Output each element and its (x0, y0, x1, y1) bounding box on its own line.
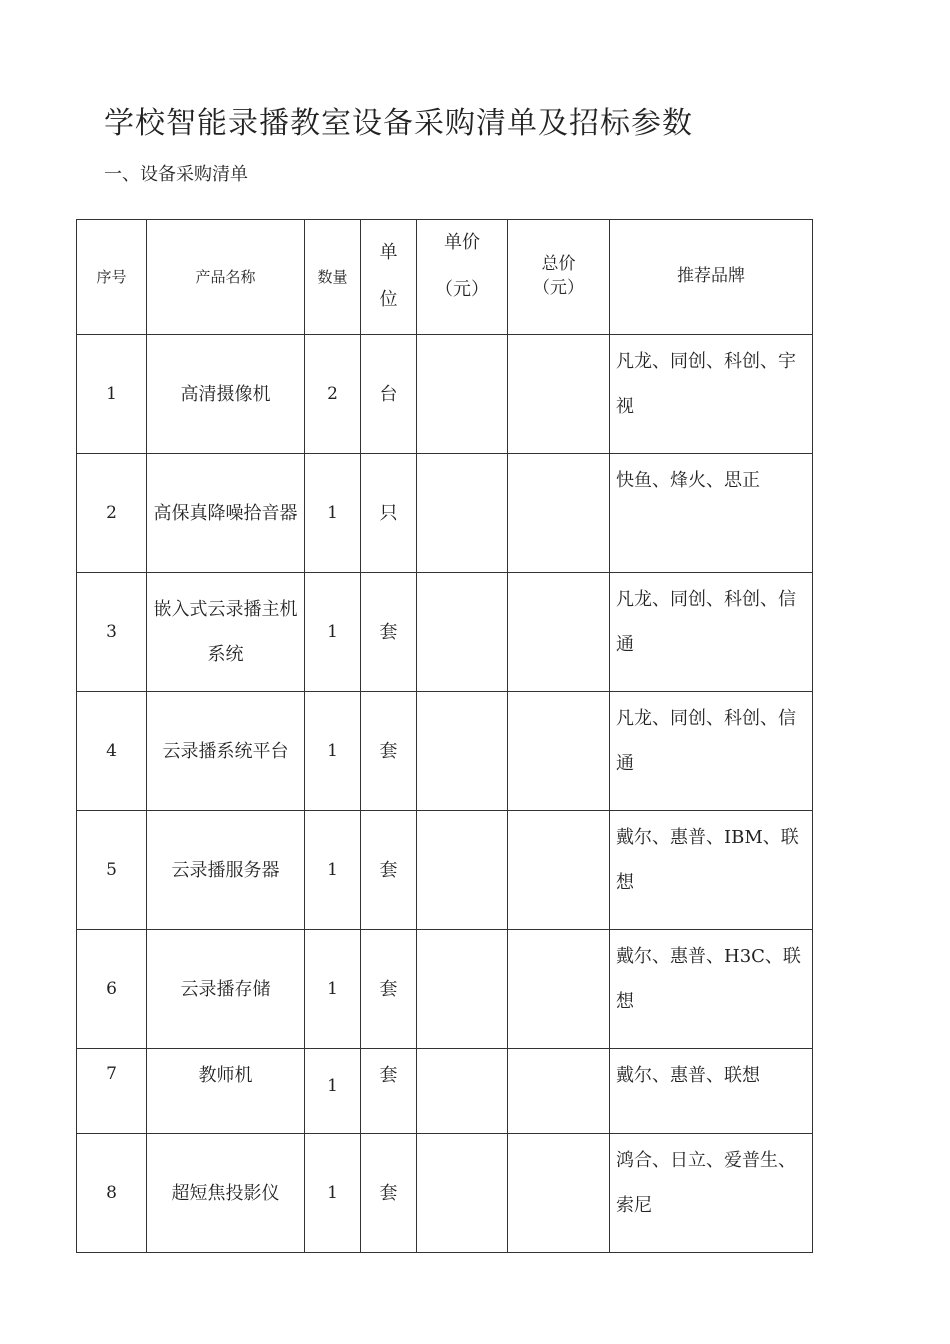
cell-brand: 戴尔、惠普、IBM、联想 (610, 811, 813, 930)
cell-price (417, 454, 508, 573)
cell-brand: 凡龙、同创、科创、信通 (610, 692, 813, 811)
cell-total (508, 454, 610, 573)
cell-unit: 套 (361, 692, 417, 811)
cell-seq: 8 (77, 1134, 147, 1253)
cell-brand: 凡龙、同创、科创、信通 (610, 573, 813, 692)
cell-qty: 1 (305, 1049, 361, 1134)
header-qty: 数量 (305, 220, 361, 335)
cell-total (508, 811, 610, 930)
cell-unit: 台 (361, 335, 417, 454)
cell-unit: 套 (361, 1049, 417, 1134)
cell-price (417, 692, 508, 811)
header-unit-line1: 单 (379, 242, 398, 264)
table-row (77, 335, 813, 454)
table-row (77, 573, 813, 692)
table-row (77, 811, 813, 930)
cell-unit: 只 (361, 454, 417, 573)
table-row (77, 930, 813, 1049)
cell-name: 云录播存储 (147, 930, 305, 1049)
procurement-table (76, 219, 813, 1253)
cell-seq: 1 (77, 335, 147, 454)
cell-qty: 2 (305, 335, 361, 454)
cell-price (417, 1134, 508, 1253)
header-price-line1: 单价 (444, 232, 480, 253)
cell-seq: 6 (77, 930, 147, 1049)
cell-seq: 7 (77, 1049, 147, 1134)
cell-qty: 1 (305, 573, 361, 692)
cell-name: 教师机 (147, 1049, 305, 1134)
cell-qty: 1 (305, 454, 361, 573)
cell-seq: 5 (77, 811, 147, 930)
cell-name: 超短焦投影仪 (147, 1134, 305, 1253)
cell-brand: 凡龙、同创、科创、宇视 (610, 335, 813, 454)
table-row (77, 1134, 813, 1253)
table-header-row (77, 220, 813, 335)
cell-name: 嵌入式云录播主机系统 (147, 573, 305, 692)
cell-unit: 套 (361, 811, 417, 930)
cell-brand: 快鱼、烽火、思正 (610, 454, 813, 573)
cell-total (508, 930, 610, 1049)
cell-seq: 3 (77, 573, 147, 692)
cell-qty: 1 (305, 930, 361, 1049)
cell-total (508, 1049, 610, 1134)
header-unit (361, 220, 417, 335)
page-title: 学校智能录播教室设备采购清单及招标参数 (104, 106, 693, 141)
header-total-line2: （元） (533, 278, 584, 298)
cell-brand: 鸿合、日立、爱普生、索尼 (610, 1134, 813, 1253)
cell-qty: 1 (305, 1134, 361, 1253)
cell-unit: 套 (361, 1134, 417, 1253)
cell-qty: 1 (305, 811, 361, 930)
cell-price (417, 1049, 508, 1134)
cell-seq: 4 (77, 692, 147, 811)
table-row (77, 692, 813, 811)
cell-total (508, 692, 610, 811)
header-total (508, 220, 610, 335)
header-price-line2: （元） (435, 278, 489, 300)
cell-seq: 2 (77, 454, 147, 573)
cell-total (508, 573, 610, 692)
header-brand: 推荐品牌 (610, 220, 813, 335)
cell-price (417, 930, 508, 1049)
cell-total (508, 335, 610, 454)
cell-price (417, 335, 508, 454)
cell-name: 高清摄像机 (147, 335, 305, 454)
cell-qty: 1 (305, 692, 361, 811)
header-total-line1: 总价 (541, 254, 576, 275)
cell-price (417, 573, 508, 692)
cell-name: 云录播系统平台 (147, 692, 305, 811)
header-unit-line2: 位 (379, 289, 398, 310)
cell-total (508, 1134, 610, 1253)
cell-name: 云录播服务器 (147, 811, 305, 930)
cell-price (417, 811, 508, 930)
header-price (417, 220, 508, 335)
table-row (77, 454, 813, 573)
table-row (77, 1049, 813, 1134)
cell-name: 高保真降噪拾音器 (147, 454, 305, 573)
header-seq: 序号 (77, 220, 147, 335)
section-heading: 一、设备采购清单 (104, 164, 248, 185)
header-name: 产品名称 (147, 220, 305, 335)
cell-brand: 戴尔、惠普、H3C、联想 (610, 930, 813, 1049)
cell-unit: 套 (361, 573, 417, 692)
cell-brand: 戴尔、惠普、联想 (610, 1049, 813, 1134)
cell-unit: 套 (361, 930, 417, 1049)
